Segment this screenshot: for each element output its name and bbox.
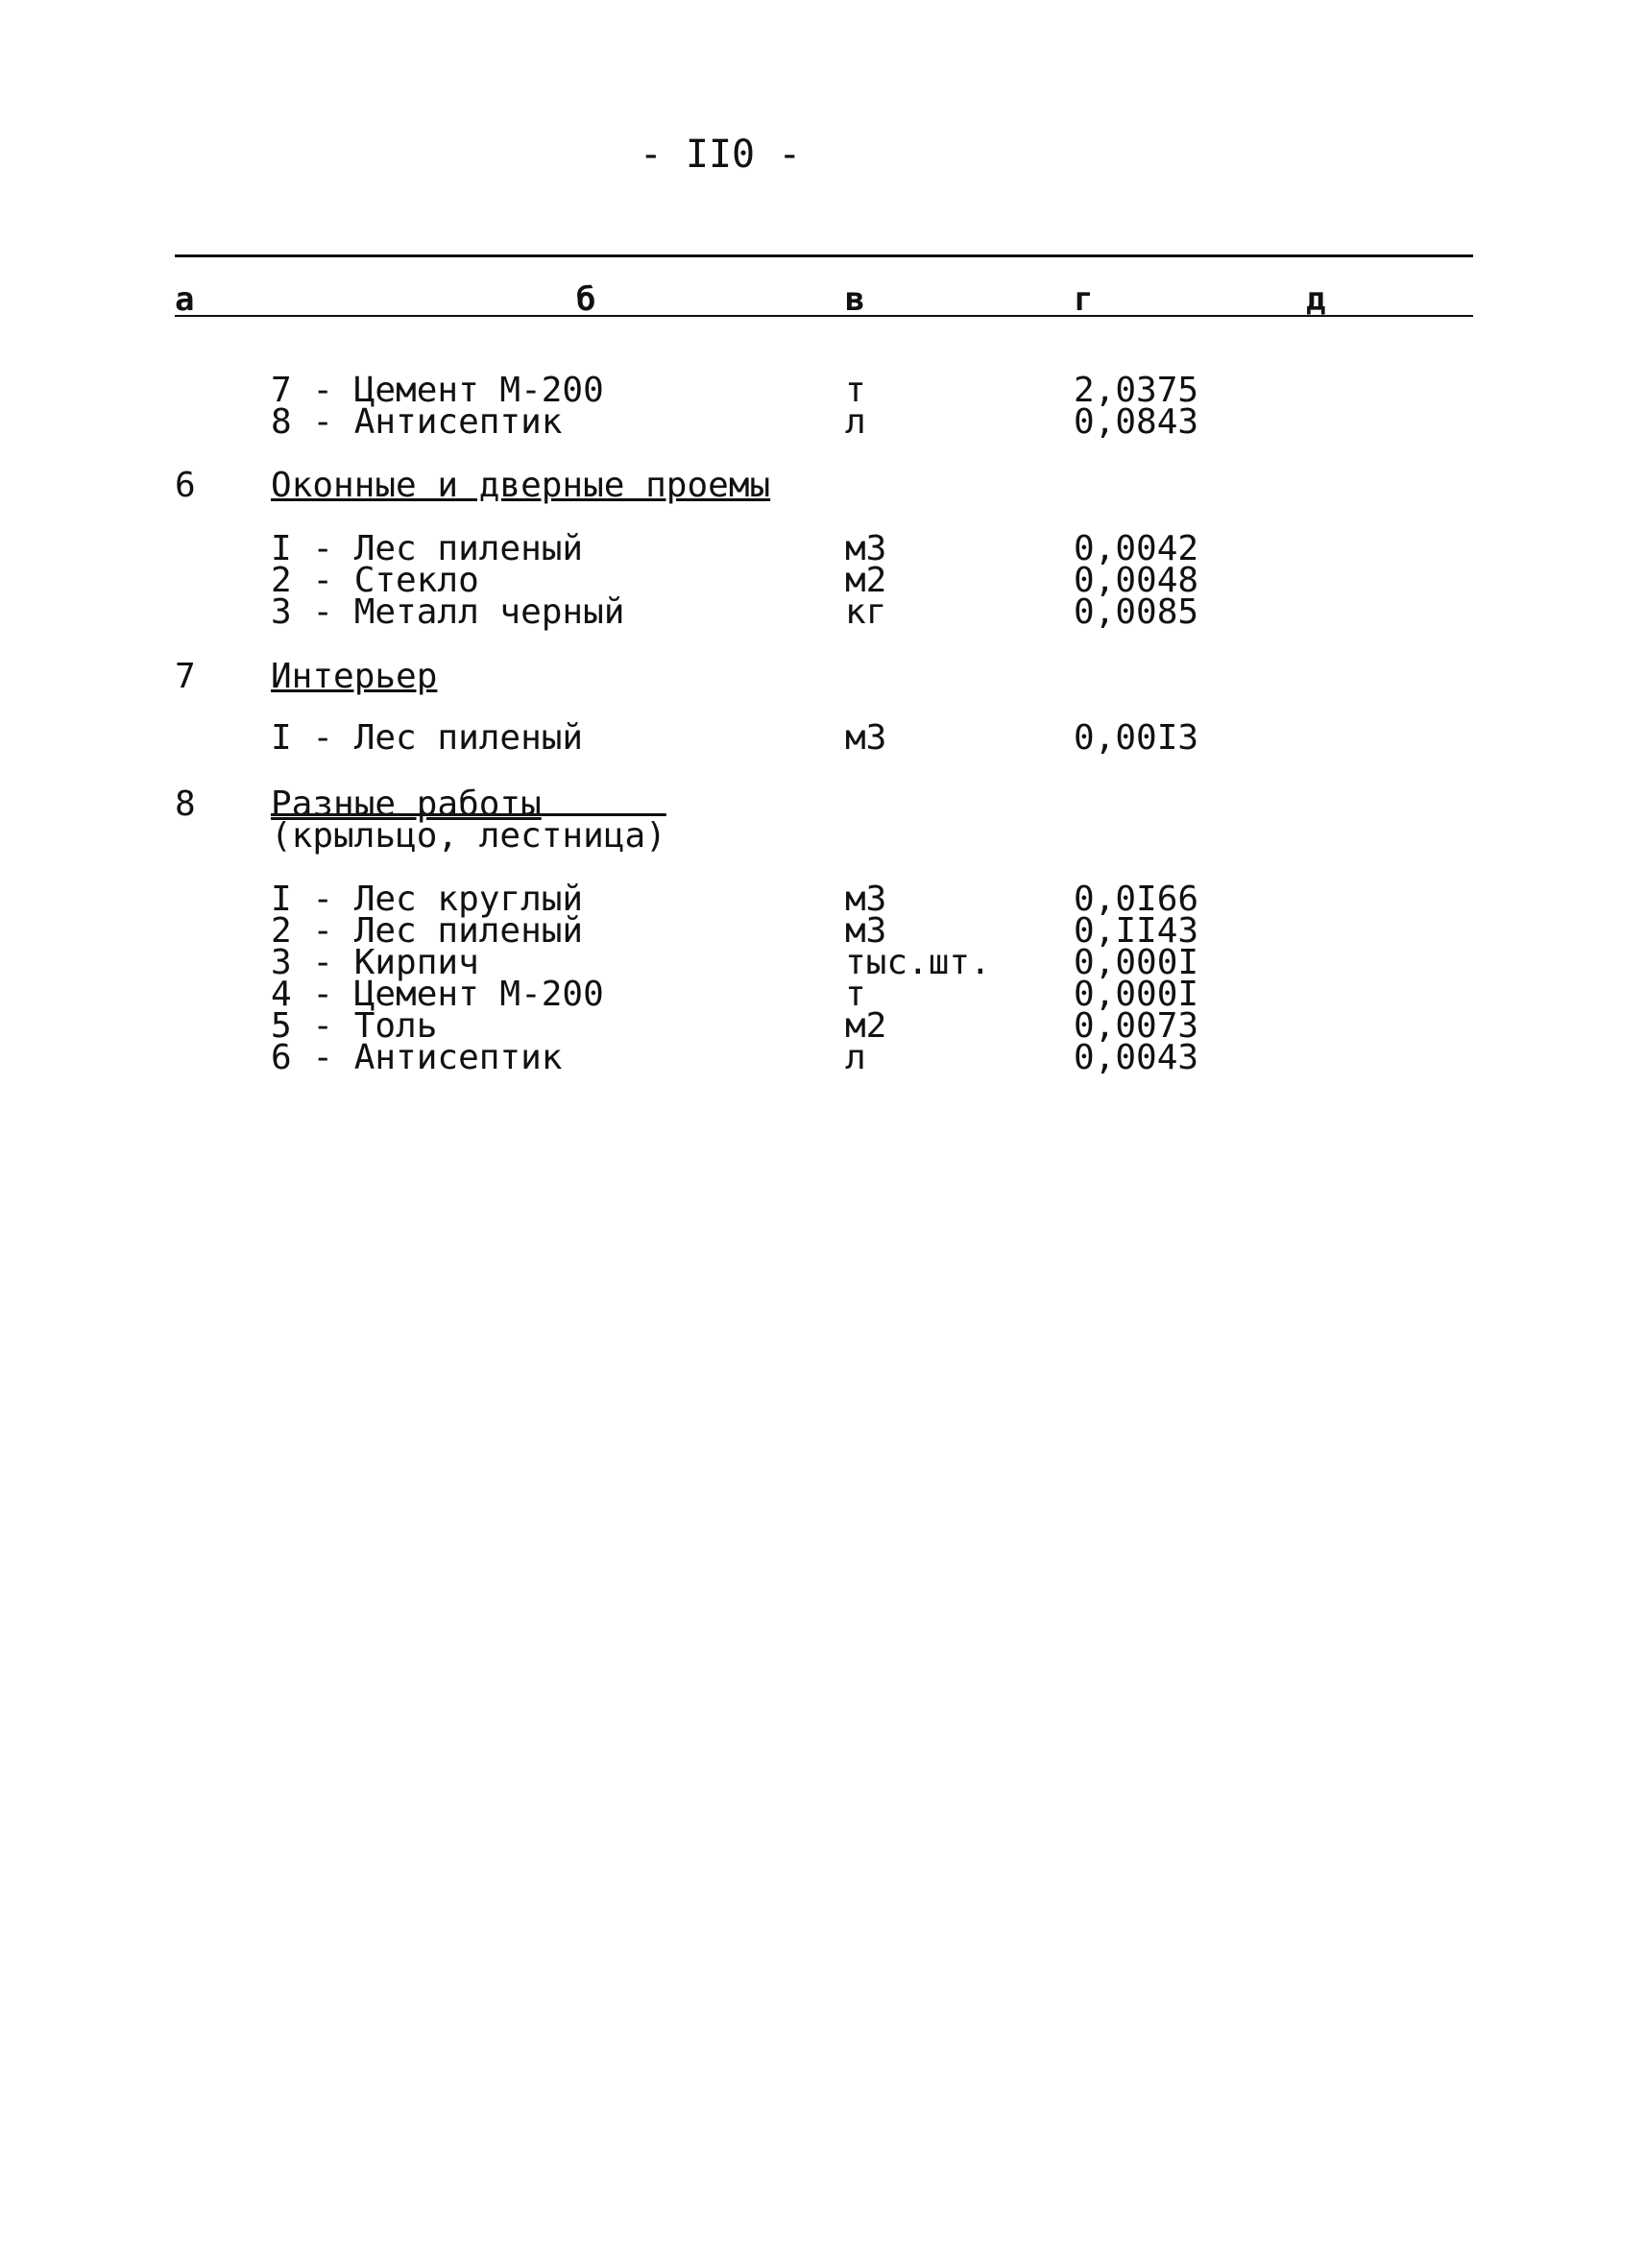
item-qty: 0,0042 <box>1074 529 1199 568</box>
item-qty: 0,0I66 <box>1074 880 1199 919</box>
item-qty: 0,II43 <box>1074 911 1199 951</box>
item-unit: м3 <box>845 529 887 568</box>
item-unit: м2 <box>845 561 887 600</box>
item-name: 4 - Цемент М-200 <box>271 975 604 1014</box>
item-name: 7 - Цемент М-200 <box>271 371 604 410</box>
item-name: 8 - Антисептик <box>271 402 563 442</box>
item-unit: т <box>845 371 866 410</box>
section-number: 8 <box>175 784 196 824</box>
item-name: 2 - Стекло <box>271 561 479 600</box>
item-unit: л <box>845 402 866 442</box>
column-header-v: в <box>845 280 865 319</box>
item-name: 2 - Лес пиленый <box>271 911 584 951</box>
page-number: - II0 - <box>639 133 802 177</box>
item-qty: 0,0085 <box>1074 592 1199 632</box>
item-qty: 0,0048 <box>1074 561 1199 600</box>
item-name: 6 - Антисептик <box>271 1038 563 1077</box>
table-header-rule <box>175 315 1473 317</box>
item-qty: 0,0043 <box>1074 1038 1199 1077</box>
section-title: Разные работы <box>271 784 542 824</box>
item-qty: 0,000I <box>1074 975 1199 1014</box>
item-name: 3 - Кирпич <box>271 943 479 982</box>
column-header-a: а <box>175 280 195 319</box>
section-title: Интерьер <box>271 657 438 696</box>
item-name: I - Лес круглый <box>271 880 584 919</box>
item-name: 5 - Толь <box>271 1006 438 1046</box>
item-qty: 0,000I <box>1074 943 1199 982</box>
column-header-d: д <box>1306 280 1326 319</box>
section-subtitle: (крыльцо, лестница) <box>271 816 666 856</box>
item-unit: м3 <box>845 718 887 758</box>
item-name: I - Лес пиленый <box>271 529 584 568</box>
column-header-b: б <box>576 280 596 319</box>
item-unit: м2 <box>845 1006 887 1046</box>
section-title: Оконные и дверные проемы <box>271 466 771 505</box>
item-unit: т <box>845 975 866 1014</box>
item-unit: м3 <box>845 880 887 919</box>
item-unit: м3 <box>845 911 887 951</box>
item-qty: 0,0073 <box>1074 1006 1199 1046</box>
item-unit: кг <box>845 592 887 632</box>
item-qty: 0,0843 <box>1074 402 1199 442</box>
section-number: 6 <box>175 466 196 505</box>
item-name: I - Лес пиленый <box>271 718 584 758</box>
section-number: 7 <box>175 657 196 696</box>
item-qty: 0,00I3 <box>1074 718 1199 758</box>
column-header-g: г <box>1074 280 1094 319</box>
item-unit: тыс.шт. <box>845 943 991 982</box>
item-name: 3 - Металл черный <box>271 592 625 632</box>
table-top-rule <box>175 254 1473 257</box>
item-qty: 2,0375 <box>1074 371 1199 410</box>
item-unit: л <box>845 1038 866 1077</box>
